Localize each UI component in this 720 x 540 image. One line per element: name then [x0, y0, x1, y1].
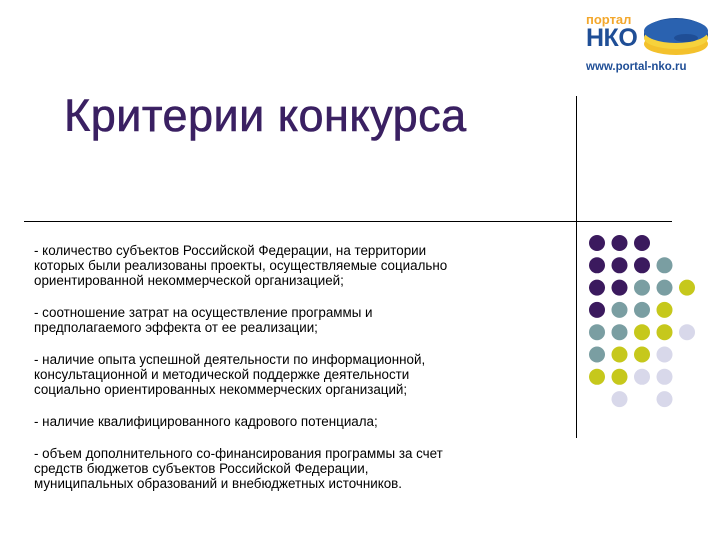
slide-title: Критерии конкурса: [64, 90, 467, 141]
decorative-dot: [657, 391, 673, 407]
decorative-dot: [679, 324, 695, 340]
decorative-dot: [612, 369, 628, 385]
decorative-dot: [657, 369, 673, 385]
decorative-dot: [634, 302, 650, 318]
decorative-dot: [634, 324, 650, 340]
decorative-dot: [589, 280, 605, 296]
vertical-divider: [576, 96, 577, 438]
criterion-item: - соотношение затрат на осуществление программы и предполагаемого эффекта от ее реализации;: [34, 305, 373, 335]
decorative-dot: [634, 235, 650, 251]
criteria-list: [34, 243, 564, 491]
decorative-dot: [589, 257, 605, 273]
decorative-dot: [657, 302, 673, 318]
decorative-dot: [657, 257, 673, 273]
logo-url-text: www.portal-nko.ru: [586, 61, 687, 73]
portal-nko-logo: [586, 12, 710, 82]
logo-big-text: НКО: [586, 24, 638, 52]
decorative-dot: [612, 347, 628, 363]
decorative-dot: [679, 280, 695, 296]
horizontal-divider: [24, 221, 672, 222]
decorative-dot: [634, 257, 650, 273]
criterion-item: - наличие квалифицированного кадрового потенциала;: [34, 414, 378, 429]
decorative-dot: [657, 324, 673, 340]
logo-small-text: портал: [586, 12, 632, 27]
decorative-dot: [634, 347, 650, 363]
decorative-dot: [589, 347, 605, 363]
criterion-item: - объем дополнительного со-финансирования программы за счет средств бюджетов субъектов Российской Федерации, муниципальных образований и внебюджетных источников.: [34, 446, 443, 491]
decorative-dot: [634, 369, 650, 385]
decorative-dot: [612, 235, 628, 251]
decorative-dot: [589, 369, 605, 385]
decorative-dot: [612, 391, 628, 407]
logo-disc-icon: [642, 14, 710, 58]
criterion-item: - количество субъектов Российской Федерации, на территории которых были реализованы проекты, осуществляемые социально ориентированной некоммерческой организацией;: [34, 243, 448, 288]
decorative-dot: [612, 280, 628, 296]
decorative-dot: [612, 302, 628, 318]
criterion-item: - наличие опыта успешной деятельности по информационной, консультационной и методической поддержке деятельности социально ориентированных некоммерческих организаций;: [34, 352, 426, 397]
decorative-dot: [589, 302, 605, 318]
decorative-dot: [612, 324, 628, 340]
decorative-dot: [634, 280, 650, 296]
decorative-dot: [589, 324, 605, 340]
decorative-dot: [612, 257, 628, 273]
decorative-dot: [657, 280, 673, 296]
decorative-dot: [589, 235, 605, 251]
decorative-dot: [657, 347, 673, 363]
